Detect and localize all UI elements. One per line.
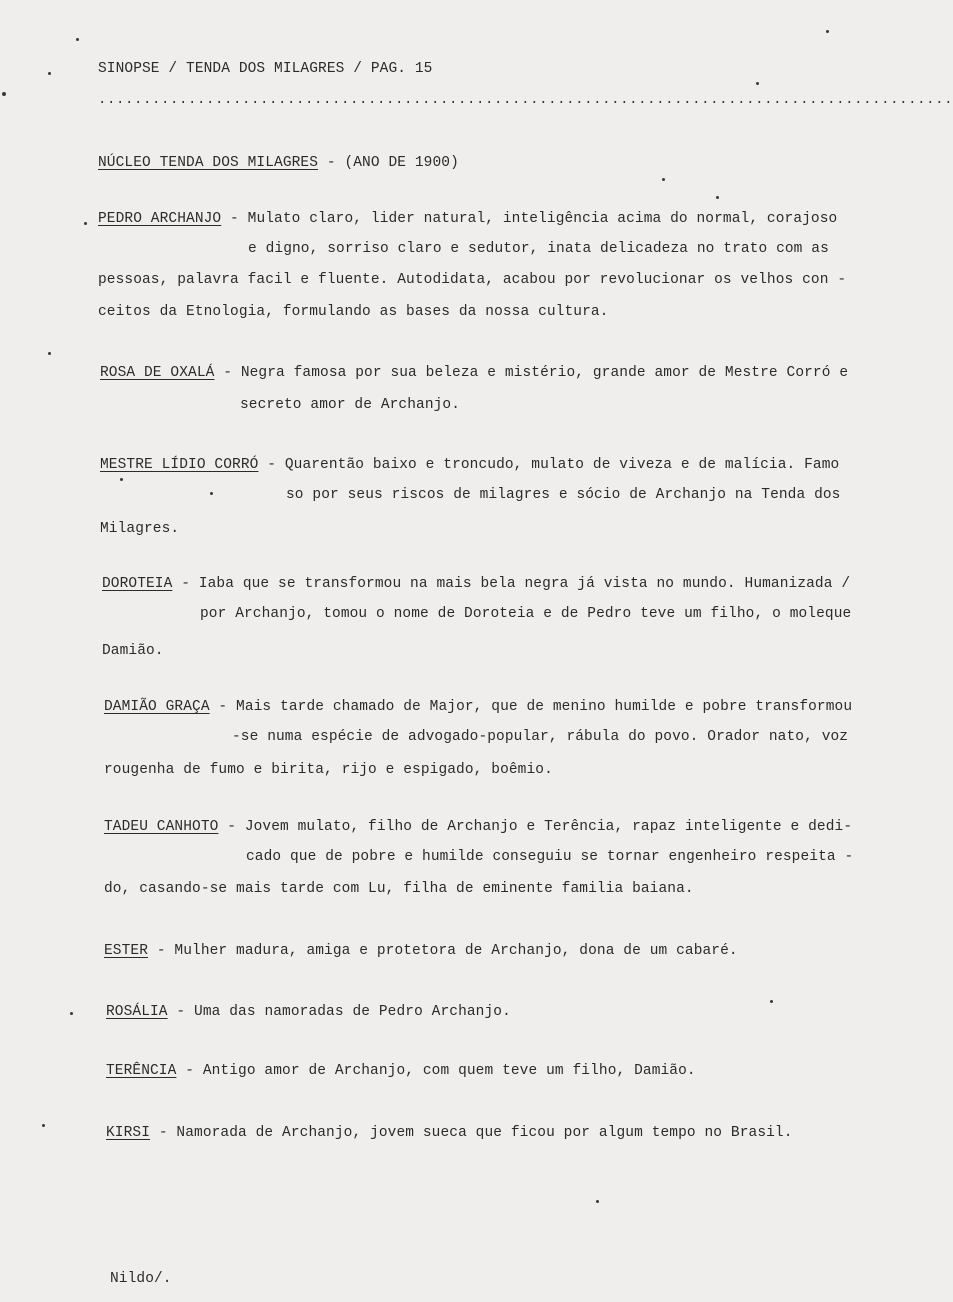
character-description: so por seus riscos de milagres e sócio de Archanjo na Tenda dos bbox=[286, 487, 841, 503]
character-entry-line bbox=[100, 364, 848, 382]
character-entry-line bbox=[104, 698, 852, 716]
signature: Nildo/. bbox=[110, 1271, 172, 1287]
character-description: rougenha de fumo e birita, rijo e espigado, boêmio. bbox=[104, 762, 553, 778]
paper-speck bbox=[76, 38, 79, 41]
character-description: - Jovem mulato, filho de Archanjo e Terência, rapaz inteligente e dedi- bbox=[218, 819, 853, 835]
paper-speck bbox=[770, 1000, 773, 1003]
character-description: por Archanjo, tomou o nome de Doroteia e de Pedro teve um filho, o moleque bbox=[200, 606, 852, 622]
paper-speck bbox=[662, 178, 665, 181]
dotted-separator: ............................................................................................... bbox=[98, 92, 953, 108]
character-name: DAMIÃO GRAÇA bbox=[104, 699, 210, 715]
character-description: do, casando-se mais tarde com Lu, filha de eminente familia baiana. bbox=[104, 881, 694, 897]
character-description: secreto amor de Archanjo. bbox=[240, 397, 461, 413]
character-description: Damião. bbox=[102, 643, 164, 659]
character-name: ROSÁLIA bbox=[106, 1004, 168, 1020]
paper-speck bbox=[756, 82, 759, 85]
character-name: TERÊNCIA bbox=[106, 1063, 177, 1079]
character-description: - Negra famosa por sua beleza e mistério, grande amor de Mestre Corró e bbox=[214, 365, 849, 381]
character-entry-line bbox=[106, 1062, 696, 1080]
character-description: - Mulato claro, lider natural, inteligência acima do normal, corajoso bbox=[221, 211, 838, 227]
character-description: - Mulher madura, amiga e protetora de Archanjo, dona de um cabaré. bbox=[148, 943, 738, 959]
character-description: - Mais tarde chamado de Major, que de menino humilde e pobre transformou bbox=[209, 699, 853, 715]
character-name: MESTRE LÍDIO CORRÓ bbox=[100, 457, 259, 473]
paper-speck bbox=[2, 92, 6, 96]
character-entry-line bbox=[104, 942, 738, 960]
paper-speck bbox=[48, 72, 51, 75]
character-name: PEDRO ARCHANJO bbox=[98, 211, 222, 227]
paper-speck bbox=[48, 352, 51, 355]
paper-speck bbox=[596, 1200, 599, 1203]
character-description: -se numa espécie de advogado-popular, rábula do povo. Orador nato, voz bbox=[232, 729, 849, 745]
paper-speck bbox=[42, 1124, 45, 1127]
section-title-text: NÚCLEO TENDA DOS MILAGRES bbox=[98, 155, 319, 171]
paper-speck bbox=[120, 478, 123, 481]
character-name: DOROTEIA bbox=[102, 576, 173, 592]
character-entry-line bbox=[104, 818, 852, 836]
paper-speck bbox=[210, 492, 213, 495]
character-entry-line bbox=[98, 210, 837, 228]
page-header: SINOPSE / TENDA DOS MILAGRES / PAG. 15 bbox=[98, 61, 433, 77]
character-description: Milagres. bbox=[100, 521, 180, 537]
character-description: - Quarentão baixo e troncudo, mulato de viveza e de malícia. Famo bbox=[258, 457, 840, 473]
character-entry-line bbox=[106, 1003, 511, 1021]
character-entry-line bbox=[106, 1124, 793, 1142]
character-name: KIRSI bbox=[106, 1125, 151, 1141]
character-name: ROSA DE OXALÁ bbox=[100, 365, 215, 381]
character-name: ESTER bbox=[104, 943, 149, 959]
section-title bbox=[98, 154, 459, 172]
character-description: pessoas, palavra facil e fluente. Autodidata, acabou por revolucionar os velhos con - bbox=[98, 272, 847, 288]
character-name: TADEU CANHOTO bbox=[104, 819, 219, 835]
character-entry-line bbox=[102, 575, 850, 593]
character-description: cado que de pobre e humilde conseguiu se tornar engenheiro respeita - bbox=[246, 849, 854, 865]
character-description: - Uma das namoradas de Pedro Archanjo. bbox=[167, 1004, 511, 1020]
paper-speck bbox=[826, 30, 829, 33]
paper-speck bbox=[70, 1012, 73, 1015]
paper-speck bbox=[84, 222, 87, 225]
character-description: - Iaba que se transformou na mais bela negra já vista no mundo. Humanizada / bbox=[172, 576, 851, 592]
section-title-suffix: - (ANO DE 1900) bbox=[318, 155, 459, 171]
character-description: ceitos da Etnologia, formulando as bases da nossa cultura. bbox=[98, 304, 609, 320]
character-entry-line bbox=[100, 456, 839, 474]
character-description: e digno, sorriso claro e sedutor, inata delicadeza no trato com as bbox=[248, 241, 829, 257]
paper-speck bbox=[716, 196, 719, 199]
character-description: - Antigo amor de Archanjo, com quem teve um filho, Damião. bbox=[176, 1063, 696, 1079]
character-description: - Namorada de Archanjo, jovem sueca que ficou por algum tempo no Brasil. bbox=[150, 1125, 793, 1141]
